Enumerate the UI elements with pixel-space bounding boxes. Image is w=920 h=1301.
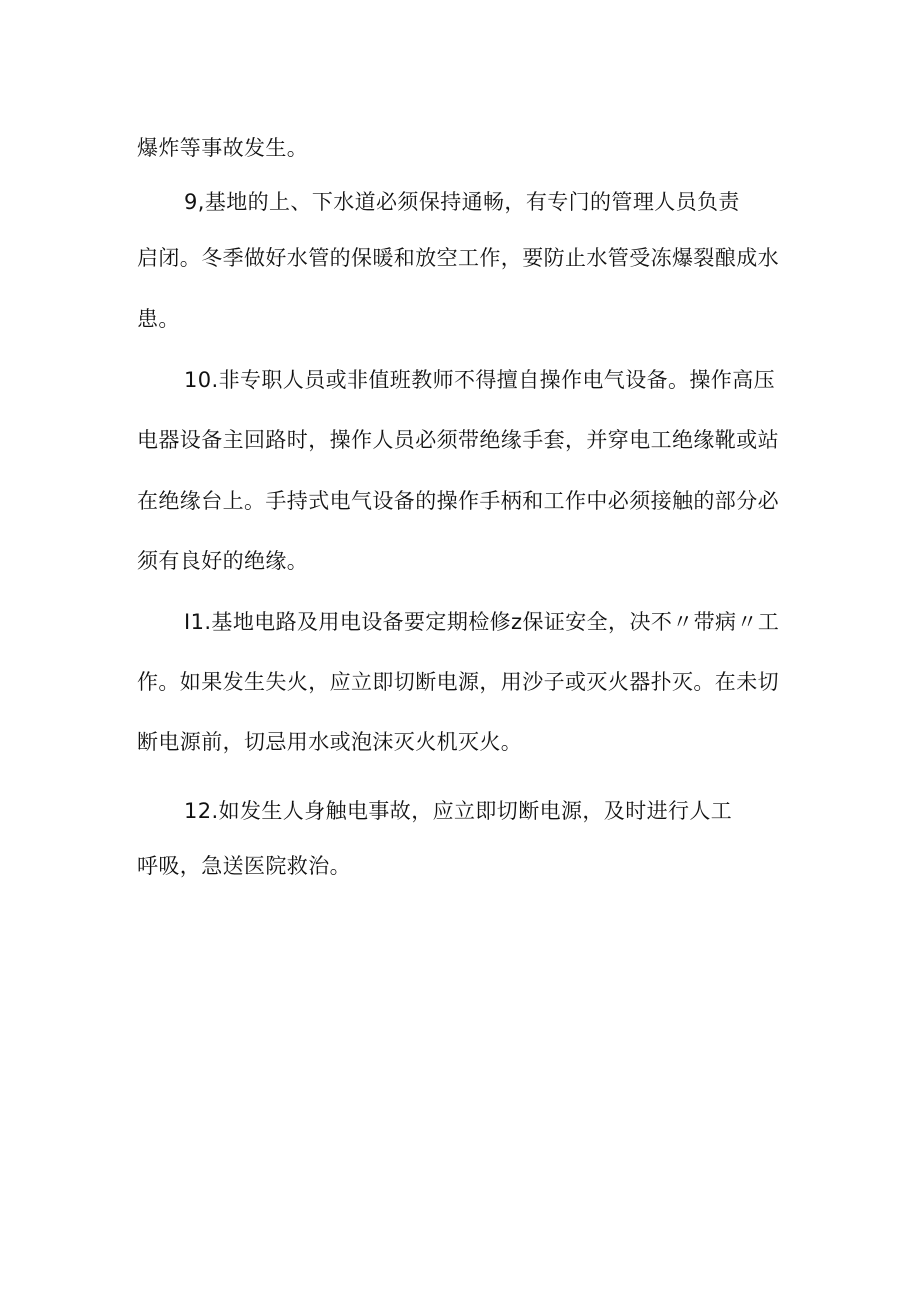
item-10-line-3: 在绝缘台上。手持式电气设备的操作手柄和工作中必须接触的部分必 — [137, 489, 779, 513]
item-11-line-3: 断电源前，切忌用水或泡沫灭火机灭火。 — [137, 730, 523, 754]
item-10-line-4: 须有良好的绝缘。 — [137, 549, 309, 573]
item-11-line-2: 作。如果发生失火，应立即切断电源，用沙子或灭火器扑灭。在未切 — [137, 670, 779, 694]
item-11-line-1: I1.基地电路及用电设备要定期检修z保证安全，决不〃带病〃工 — [184, 610, 780, 634]
item-12-line-1: 12.如发生人身触电事故，应立即切断电源，及时进行人工 — [184, 799, 733, 823]
item-10-line-2: 电器设备主回路时，操作人员必须带绝缘手套，并穿电工绝缘靴或站 — [137, 428, 779, 452]
item-9-line-1: 9,基地的上、下水道必须保持通畅，有专门的管理人员负责 — [184, 190, 740, 214]
item-9-line-3: 患。 — [137, 307, 180, 331]
item-9-line-2: 启闭。冬季做好水管的保暖和放空工作，要防止水管受冻爆裂酿成水 — [137, 246, 779, 270]
text-line-1: 爆炸等事故发生。 — [137, 136, 309, 160]
item-10-line-1: 10.非专职人员或非值班教师不得擅自操作电气设备。操作高压 — [184, 368, 775, 392]
item-12-line-2: 呼吸，急送医院救治。 — [137, 854, 351, 878]
